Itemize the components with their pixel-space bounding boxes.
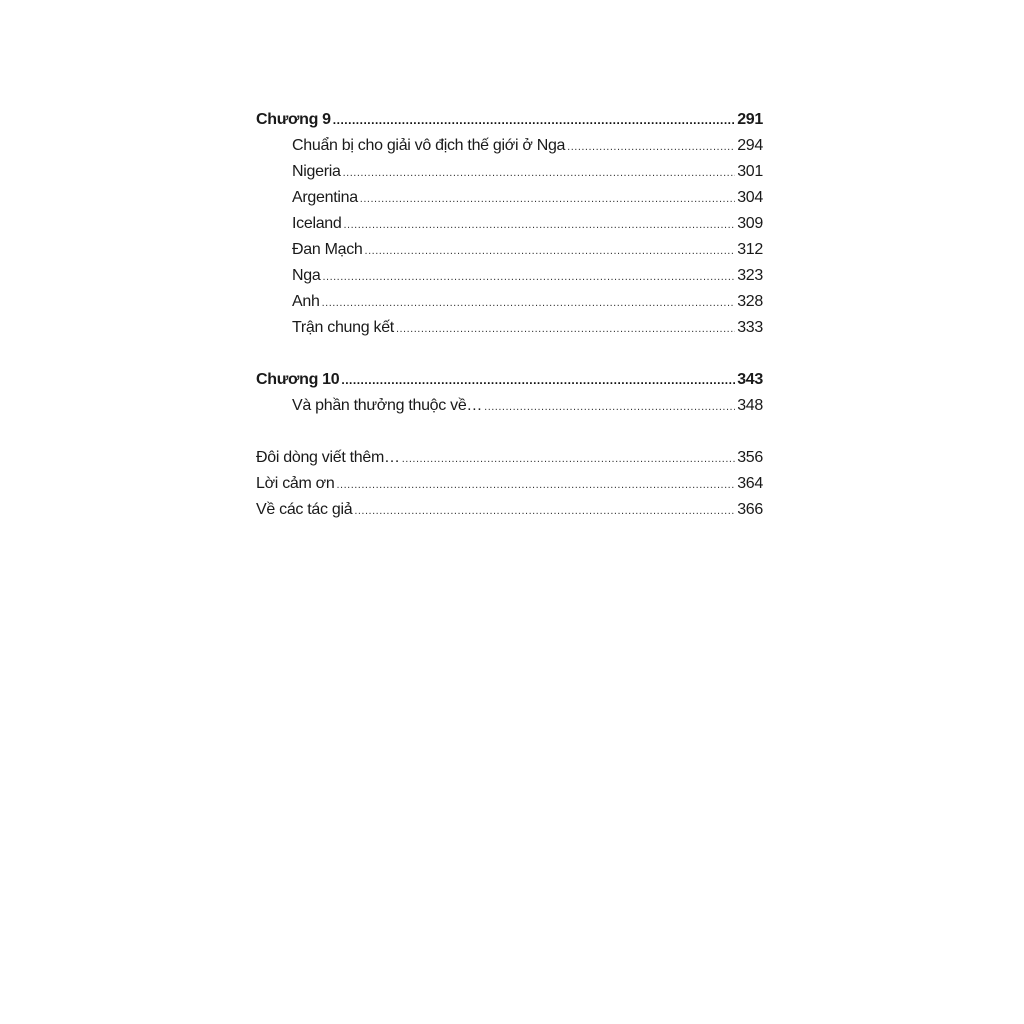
toc-section[interactable]: [256, 393, 763, 419]
toc-page-number: 328: [737, 293, 763, 310]
toc-back-matter-about-authors[interactable]: [256, 497, 763, 523]
dot-leader: [354, 498, 735, 524]
toc-entry-label: Nigeria: [292, 163, 341, 180]
dot-leader: [402, 446, 735, 472]
toc-section[interactable]: [256, 289, 763, 315]
dot-leader: [344, 212, 736, 238]
toc-entry-label: Chuẩn bị cho giải vô địch thế giới ở Nga: [292, 137, 566, 154]
toc-section[interactable]: [256, 237, 763, 263]
toc-page-number: 333: [737, 319, 763, 336]
toc-page-number: 348: [737, 397, 763, 414]
dot-leader: [484, 394, 735, 420]
toc-section[interactable]: [256, 211, 763, 237]
toc-entry-label: Về các tác giả: [256, 501, 353, 518]
toc-entry-label: Đan Mạch: [292, 241, 363, 258]
toc-entry-label: Trận chung kết: [292, 319, 394, 336]
toc-chapter-10[interactable]: [256, 367, 763, 393]
toc-page-number: 291: [737, 111, 763, 128]
toc-section[interactable]: [256, 159, 763, 185]
toc-entry-label: Đôi dòng viết thêm…: [256, 449, 400, 466]
dot-leader: [333, 107, 735, 133]
toc-section[interactable]: [256, 263, 763, 289]
toc-section[interactable]: [256, 133, 763, 159]
toc-page-number: 309: [737, 215, 763, 232]
toc-entry-label: Nga: [292, 267, 321, 284]
toc-page-number: 364: [737, 475, 763, 492]
toc-entry-label: Iceland: [292, 215, 342, 232]
dot-leader: [396, 316, 735, 342]
toc-spacer: [256, 341, 763, 367]
toc-page-number: 366: [737, 501, 763, 518]
table-of-contents: [256, 107, 763, 523]
toc-page-number: 294: [737, 137, 763, 154]
dot-leader: [360, 186, 735, 212]
toc-entry-label: Chương 9: [256, 111, 331, 128]
toc-entry-label: Lời cảm ơn: [256, 475, 335, 492]
toc-section[interactable]: [256, 315, 763, 341]
toc-page-number: 356: [737, 449, 763, 466]
dot-leader: [322, 264, 735, 290]
dot-leader: [322, 290, 736, 316]
toc-page-number: 312: [737, 241, 763, 258]
toc-page-number: 343: [737, 371, 763, 388]
dot-leader: [341, 367, 735, 393]
toc-page-number: 301: [737, 163, 763, 180]
toc-page-number: 323: [737, 267, 763, 284]
dot-leader: [336, 472, 735, 498]
toc-chapter-9[interactable]: [256, 107, 763, 133]
toc-entry-label: Argentina: [292, 189, 358, 206]
dot-leader: [365, 238, 736, 264]
dot-leader: [567, 134, 735, 160]
toc-back-matter-acknowledgements[interactable]: [256, 471, 763, 497]
dot-leader: [343, 160, 736, 186]
toc-page-number: 304: [737, 189, 763, 206]
toc-entry-label: Anh: [292, 293, 320, 310]
toc-entry-label: Và phần thưởng thuộc về…: [292, 397, 483, 414]
toc-entry-label: Chương 10: [256, 371, 340, 388]
toc-back-matter-afterword[interactable]: [256, 445, 763, 471]
toc-section[interactable]: [256, 185, 763, 211]
toc-spacer: [256, 419, 763, 445]
